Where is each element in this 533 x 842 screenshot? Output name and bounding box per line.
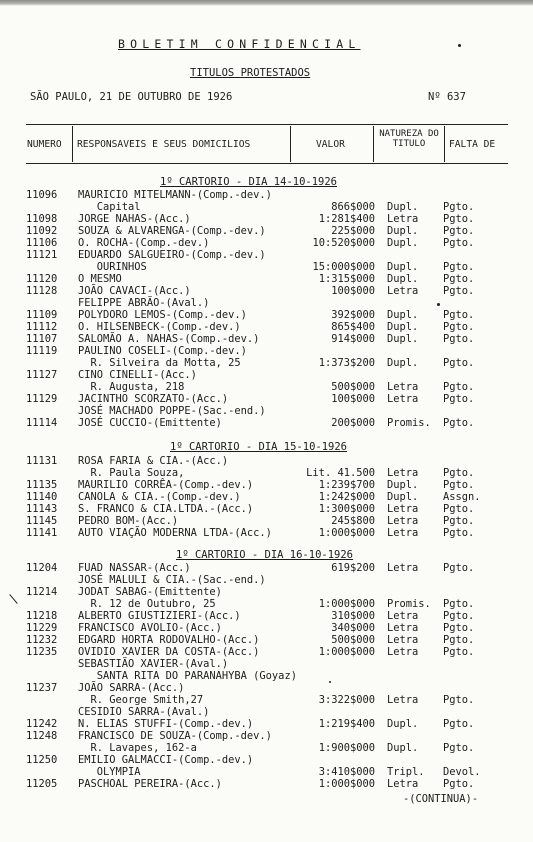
row-number: 11109 [26, 309, 58, 321]
row-nature: Dupl. [387, 225, 419, 237]
row-nature: Dupl. [387, 718, 419, 730]
row-falta: Pgto. [443, 610, 475, 622]
header-natureza: NATUREZA DO TITULO [379, 129, 439, 149]
row-responsible: FELIPPE ABRÃO-(Aval.) [78, 297, 210, 309]
row-responsible: R. Augusta, 218 [78, 381, 185, 393]
row-falta: Pgto. [443, 213, 475, 225]
row-nature: Letra [387, 515, 419, 527]
header-divider-1 [72, 126, 73, 162]
row-value: 245$800 [331, 515, 375, 527]
row-falta: Pgto. [443, 467, 475, 479]
row-responsible: SEBASTIÃO XAVIER-(Aval.) [78, 658, 229, 670]
document-subtitle: TITULOS PROTESTADOS [190, 67, 311, 79]
row-responsible: PEDRO BOM-(Acc.) [78, 515, 179, 527]
row-responsible: OVIDIO XAVIER DA COSTA-(Acc.) [78, 646, 260, 658]
row-value: 1:000$000 [318, 646, 375, 658]
row-falta: Pgto. [443, 357, 475, 369]
row-value: 3:322$000 [318, 694, 375, 706]
row-value: 100$000 [331, 393, 375, 405]
row-responsible: CINO CINELLI-(Acc.) [78, 369, 197, 381]
row-value: 15:000$000 [312, 261, 375, 273]
row-responsible: OLYMPIA [78, 766, 141, 778]
row-nature: Dupl. [387, 261, 419, 273]
row-falta: Pgto. [443, 309, 475, 321]
row-value: 310$000 [331, 610, 375, 622]
row-nature: Dupl. [387, 309, 419, 321]
row-responsible: R. Paula Souza, [78, 467, 185, 479]
row-responsible: S. FRANCO & CIA.LTDA.-(Acc.) [78, 503, 254, 515]
row-falta: Pgto. [443, 393, 475, 405]
continues-note: -(CONTINUA)- [403, 793, 479, 805]
row-falta: Pgto. [443, 237, 475, 249]
row-responsible: R. George Smith,27 [78, 694, 204, 706]
row-falta: Devol. [443, 766, 481, 778]
section-heading-16: 1º CARTORIO - DIA 16-10-1926 [176, 549, 354, 561]
header-numero: NUMERO [27, 139, 62, 150]
row-nature: Letra [387, 527, 419, 539]
row-nature: Letra [387, 562, 419, 574]
row-falta: Pgto. [443, 285, 475, 297]
row-value: 1:219$400 [318, 718, 375, 730]
row-responsible: FUAD NASSAR-(Acc.) [78, 562, 191, 574]
row-value: 619$200 [331, 562, 375, 574]
row-value: 500$000 [331, 634, 375, 646]
row-nature: Promis. [387, 598, 431, 610]
row-number: 11114 [26, 417, 58, 429]
row-nature: Letra [387, 467, 419, 479]
row-value: 1:000$000 [318, 778, 375, 790]
row-responsible: POLYDORO LEMOS-(Comp.-dev.) [78, 309, 247, 321]
row-nature: Letra [387, 503, 419, 515]
row-falta: Pgto. [443, 333, 475, 345]
row-number: 11145 [26, 515, 58, 527]
row-number: 11129 [26, 393, 58, 405]
row-responsible: EDGARD HORTA RODOVALHO-(Acc.) [78, 634, 260, 646]
row-number: 11237 [26, 682, 58, 694]
row-value: 392$000 [331, 309, 375, 321]
row-responsible: EMILIO GALMACCI-(Comp.-dev.) [78, 754, 254, 766]
row-value: 1:315$000 [318, 273, 375, 285]
row-responsible: R. Silveira da Motta, 25 [78, 357, 241, 369]
row-responsible: JODAT SABAG-(Emittente) [78, 586, 222, 598]
row-falta: Pgto. [443, 562, 475, 574]
row-nature: Letra [387, 634, 419, 646]
row-nature: Dupl. [387, 321, 419, 333]
row-number: 11119 [26, 345, 58, 357]
row-value: 1:900$000 [318, 742, 375, 754]
header-divider-2 [290, 126, 291, 162]
row-falta: Pgto. [443, 646, 475, 658]
row-responsible: O. ROCHA-(Comp.-dev.) [78, 237, 210, 249]
row-value: 1:300$000 [318, 503, 375, 515]
row-value: 500$000 [331, 381, 375, 393]
header-bottom-rule [26, 163, 508, 164]
row-falta: Pgto. [443, 225, 475, 237]
row-responsible: O. HILSENBECK-(Comp.-dev.) [78, 321, 241, 333]
row-nature: Letra [387, 213, 419, 225]
row-value: 1:281$400 [318, 213, 375, 225]
row-falta: Pgto. [443, 261, 475, 273]
row-falta: Pgto. [443, 201, 475, 213]
row-nature: Letra [387, 381, 419, 393]
row-responsible: JORGE NAHAS-(Acc.) [78, 213, 191, 225]
scan-mark [9, 594, 17, 604]
row-number: 11128 [26, 285, 58, 297]
row-number: 11107 [26, 333, 58, 345]
row-number: 11106 [26, 237, 58, 249]
row-nature: Dupl. [387, 479, 419, 491]
row-falta: Pgto. [443, 718, 475, 730]
row-responsible: JOSÉ MALULI & CIA.-(Sac.-end.) [78, 574, 266, 586]
row-value: 10:520$000 [312, 237, 375, 249]
row-number: 11096 [26, 189, 58, 201]
row-falta: Pgto. [443, 503, 475, 515]
row-responsible: AUTO VIAÇÃO MODERNA LTDA-(Acc.) [78, 527, 272, 539]
row-value: 1:000$000 [318, 598, 375, 610]
row-number: 11250 [26, 754, 58, 766]
row-nature: Letra [387, 622, 419, 634]
row-number: 11141 [26, 527, 58, 539]
row-responsible: FRANCISCO DE SOUZA-(Comp.-dev.) [78, 730, 272, 742]
row-falta: Pgto. [443, 381, 475, 393]
row-value: 1:000$000 [318, 527, 375, 539]
row-number: 11232 [26, 634, 58, 646]
row-nature: Letra [387, 393, 419, 405]
row-value: 865$400 [331, 321, 375, 333]
row-responsible: O MESMO [78, 273, 122, 285]
row-responsible: JACINTHO SCORZATO-(Acc.) [78, 393, 229, 405]
row-responsible: EDUARDO SALGUEIRO-(Comp.-dev.) [78, 249, 266, 261]
row-value: 914$000 [331, 333, 375, 345]
row-number: 11143 [26, 503, 58, 515]
row-nature: Dupl. [387, 742, 419, 754]
header-valor: VALOR [316, 139, 345, 150]
row-nature: Dupl. [387, 333, 419, 345]
row-falta: Pgto. [443, 778, 475, 790]
row-falta: Pgto. [443, 321, 475, 333]
header-divider-4 [444, 126, 445, 162]
row-nature: Dupl. [387, 201, 419, 213]
row-value: 225$000 [331, 225, 375, 237]
row-number: 11235 [26, 646, 58, 658]
row-nature: Dupl. [387, 491, 419, 503]
row-number: 11140 [26, 491, 58, 503]
row-falta: Pgto. [443, 742, 475, 754]
row-responsible: MAURILIO CORRÊA-(Comp.-dev.) [78, 479, 254, 491]
row-falta: Pgto. [443, 598, 475, 610]
row-nature: Letra [387, 610, 419, 622]
row-falta: Pgto. [443, 694, 475, 706]
header-falta: FALTA DE [449, 139, 496, 150]
row-responsible: JOÃO CAVACI-(Acc.) [78, 285, 191, 297]
row-number: 11098 [26, 213, 58, 225]
row-responsible: R. 12 de Outubro, 25 [78, 598, 216, 610]
row-number: 11205 [26, 778, 58, 790]
row-nature: Dupl. [387, 357, 419, 369]
row-falta: Pgto. [443, 273, 475, 285]
row-value: 200$000 [331, 417, 375, 429]
row-number: 11131 [26, 455, 58, 467]
row-responsible: R. Lavapes, 162-a [78, 742, 197, 754]
row-responsible: ROSA FARIA & CIA.-(Acc.) [78, 455, 229, 467]
place-date: SÃO PAULO, 21 DE OUTUBRO DE 1926 [30, 91, 233, 103]
row-nature: Tripl. [387, 766, 425, 778]
row-responsible: PASCHOAL PEREIRA-(Acc.) [78, 778, 222, 790]
row-value: 1:242$000 [318, 491, 375, 503]
header-top-rule [26, 124, 508, 125]
row-responsible: N. ELIAS STUFFI-(Comp.-dev.) [78, 718, 254, 730]
row-responsible: FRANCISCO AVOLIO-(Acc.) [78, 622, 222, 634]
row-number: 11112 [26, 321, 58, 333]
row-responsible: JOSÉ CUCCIO-(Emittente) [78, 417, 222, 429]
document-title: BOLETIM CONFIDENCIAL [118, 37, 361, 51]
row-value: Lit. 41.500 [306, 467, 375, 479]
row-value: 3:410$000 [318, 766, 375, 778]
row-number: 11229 [26, 622, 58, 634]
row-responsible: SALOMÃO A. NAHAS-(Comp.-dev.) [78, 333, 260, 345]
row-falta: Pgto. [443, 634, 475, 646]
section-heading-14: 1º CARTORIO - DIA 14-10-1926 [160, 176, 338, 188]
row-nature: Letra [387, 285, 419, 297]
header-responsaveis: RESPONSAVEIS E SEUS DOMICILIOS [77, 139, 251, 150]
row-number: 11248 [26, 730, 58, 742]
row-nature: Letra [387, 694, 419, 706]
row-number: 11214 [26, 586, 58, 598]
row-number: 11120 [26, 273, 58, 285]
row-value: 340$000 [331, 622, 375, 634]
row-number: 11242 [26, 718, 58, 730]
row-number: 11127 [26, 369, 58, 381]
row-falta: Pgto. [443, 479, 475, 491]
row-nature: Promis. [387, 417, 431, 429]
row-number: 11092 [26, 225, 58, 237]
row-falta: Pgto. [443, 515, 475, 527]
row-responsible: PAULINO COSELI-(Comp.-dev.) [78, 345, 247, 357]
row-value: 1:239$700 [318, 479, 375, 491]
bulletin-number: Nº 637 [428, 91, 466, 103]
row-number: 11121 [26, 249, 58, 261]
row-nature: Dupl. [387, 237, 419, 249]
row-nature: Dupl. [387, 273, 419, 285]
row-falta: Pgto. [443, 622, 475, 634]
row-number: 11135 [26, 479, 58, 491]
row-responsible: Capital [78, 201, 141, 213]
row-responsible: CANOLA & CIA.-(Comp.-dev.) [78, 491, 241, 503]
row-responsible: JOÃO SARRA-(Acc.) [78, 682, 185, 694]
row-value: 1:373$200 [318, 357, 375, 369]
scan-speck [437, 303, 440, 306]
row-nature: Letra [387, 646, 419, 658]
scan-speck [329, 681, 331, 683]
row-responsible: SANTA RITA DO PARANAHYBA (Goyaz) [78, 670, 297, 682]
row-falta: Pgto. [443, 417, 475, 429]
row-responsible: MAURICIO MITELMANN-(Comp.-dev.) [78, 189, 272, 201]
scan-speck [458, 44, 461, 47]
row-responsible: OURINHOS [78, 261, 147, 273]
row-number: 11204 [26, 562, 58, 574]
row-falta: Pgto. [443, 527, 475, 539]
row-responsible: SOUZA & ALVARENGA-(Comp.-dev.) [78, 225, 266, 237]
row-responsible: CESIDIO SARRA-(Aval.) [78, 706, 210, 718]
row-number: 11218 [26, 610, 58, 622]
section-heading-15: 1º CARTORIO - DIA 15-10-1926 [170, 441, 348, 453]
row-nature: Letra [387, 778, 419, 790]
scan-top-edge [0, 0, 533, 6]
row-responsible: ALBERTO GIUSTIZIERI-(Acc.) [78, 610, 241, 622]
row-responsible: JOSÉ MACHADO POPPE-(Sac.-end.) [78, 405, 266, 417]
row-value: 100$000 [331, 285, 375, 297]
row-value: 866$000 [331, 201, 375, 213]
row-falta: Assgn. [443, 491, 481, 503]
